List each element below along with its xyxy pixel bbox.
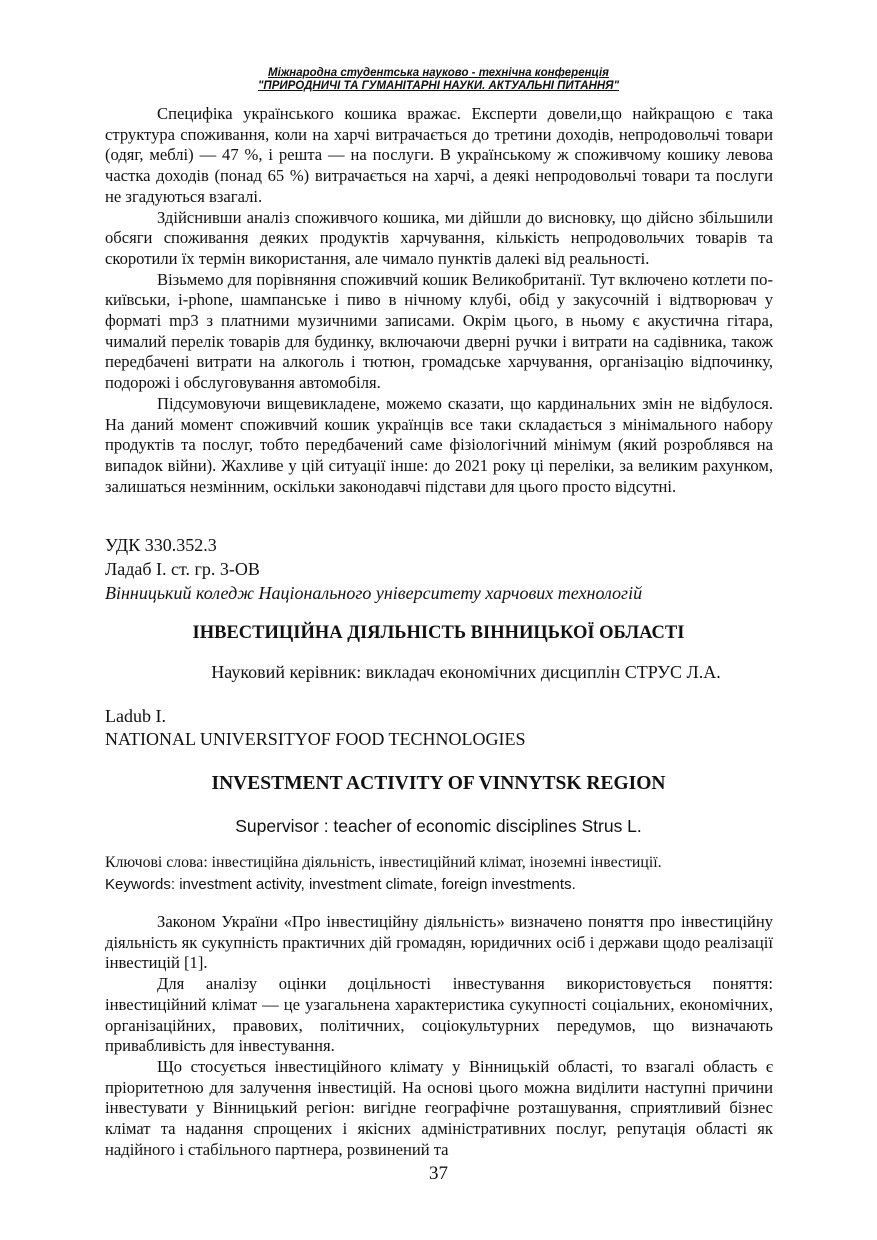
paragraph: Для аналізу оцінки доцільності інвестування використовується поняття: інвестиційний клімат — це узагальнена характеристика сукупності соціальних, економічних, організаційних, правових, політичних, соціокультурних передумов, що визначають привабливість для інвестування. — [105, 974, 773, 1056]
paragraph: Що стосується інвестиційного клімату у Вінницькій області, то взагалі область є пріоритетною для залучення інвестицій. На основі цього можна виділити наступні причини інвестувати у Вінницький регіон: вигідне географічне розташування, сприятливий бізнес клімат та надання спрощених і якісних адміністративних послуг, репутація області як надійного і стабільного партнера, розвинений та — [105, 1056, 773, 1159]
paragraph: Підсумовуючи вищевикладене, можемо сказати, що кардинальних змін не відбулося. На даний момент споживчий кошик українців все таки складається з мінімального набору продуктів та послуг, тобто передбачений саме фізіологічний мінімум (який розроблявся на випадок війни). Жахливе у цій ситуації інше: до 2021 року ці переліки, за великим рахунком, залишаться незмінним, оскільки законодавчі підстави для цього просто відсутні. — [105, 393, 773, 496]
conference-title: Міжнародна студентська науково - технічна конференція — [268, 67, 609, 79]
author-line: Ладаб І. ст. гр. 3-ОВ — [105, 559, 260, 579]
paragraph: Здійснивши аналіз споживчого кошика, ми дійшли до висновку, що дійсно збільшили обсяги споживання деяких продуктів харчування, кількість непродовольчих товарів та скоротили їх термін використання, але чимало пунктів далекі від реальності. — [105, 207, 773, 268]
udk-code: УДК 330.352.3 — [105, 535, 217, 555]
keywords-en: Keywords: investment activity, investment climate, foreign investments. — [105, 876, 576, 893]
author-en: Ladub I. — [105, 706, 166, 726]
conference-subtitle: "ПРИРОДНИЧІ ТА ГУМАНІТАРНІ НАУКИ. АКТУАЛЬНІ ПИТАННЯ" — [257, 80, 620, 92]
keywords-ua: Ключові слова: інвестиційна діяльність, інвестиційний клімат, іноземні інвестиції. — [105, 854, 662, 871]
main-text — [105, 912, 773, 1160]
paragraph: Законом України «Про інвестиційну діяльність» визначено поняття про інвестиційну діяльність як сукупність практичних дій громадян, юридичних осіб і держави щодо реалізації інвестицій [1]. — [105, 912, 773, 973]
article-title-en: INVESTMENT ACTIVITY OF VINNYTSK REGION — [211, 773, 666, 794]
supervisor-en: Supervisor : teacher of economic disciplines Strus L. — [235, 816, 642, 836]
intro-text — [105, 104, 773, 497]
page-number: 37 — [429, 1163, 448, 1184]
paragraph: Специфіка українського кошика вражає. Експерти довели,що найкращою є така структура споживання, коли на харчі витрачається до третини доходів, непродовольчі товари (одяг, меблі) — 47 %, і решта — на послуги. В українському ж споживчому кошику левова частка доходів (понад 65 %) витрачається на харчі, а деякі непродовольчі товари та послуги не згадуються взагалі. — [105, 104, 773, 206]
supervisor-ua: Науковий керівник: викладач економічних дисциплін СТРУС Л.А. — [211, 662, 721, 682]
institution-line: Вінницький коледж Національного університету харчових технологій — [105, 583, 643, 603]
paragraph: Візьмемо для порівняння споживчий кошик Великобританії. Тут включено котлети по-київськи, і-phone, шампанське і пиво в нічному клубі, обід у закусочній і відтворювач у форматі mp3 з платними музичними записами. Окрім цього, в ньому є акустична гітара, чималий перелік товарів для будинку, включаючи дверні ручки і витрати на садівника, також передбачені витрати на алкоголь і тютюн, громадське харчування, організацію відпочинку, подорожі і обслуговування автомобіля. — [105, 269, 773, 393]
institution-en: NATIONAL UNIVERSITYOF FOOD TECHNOLOGIES — [105, 729, 526, 749]
article-title-ua: ІНВЕСТИЦІЙНА ДІЯЛЬНІСТЬ ВІННИЦЬКОЇ ОБЛАСТІ — [192, 623, 685, 643]
